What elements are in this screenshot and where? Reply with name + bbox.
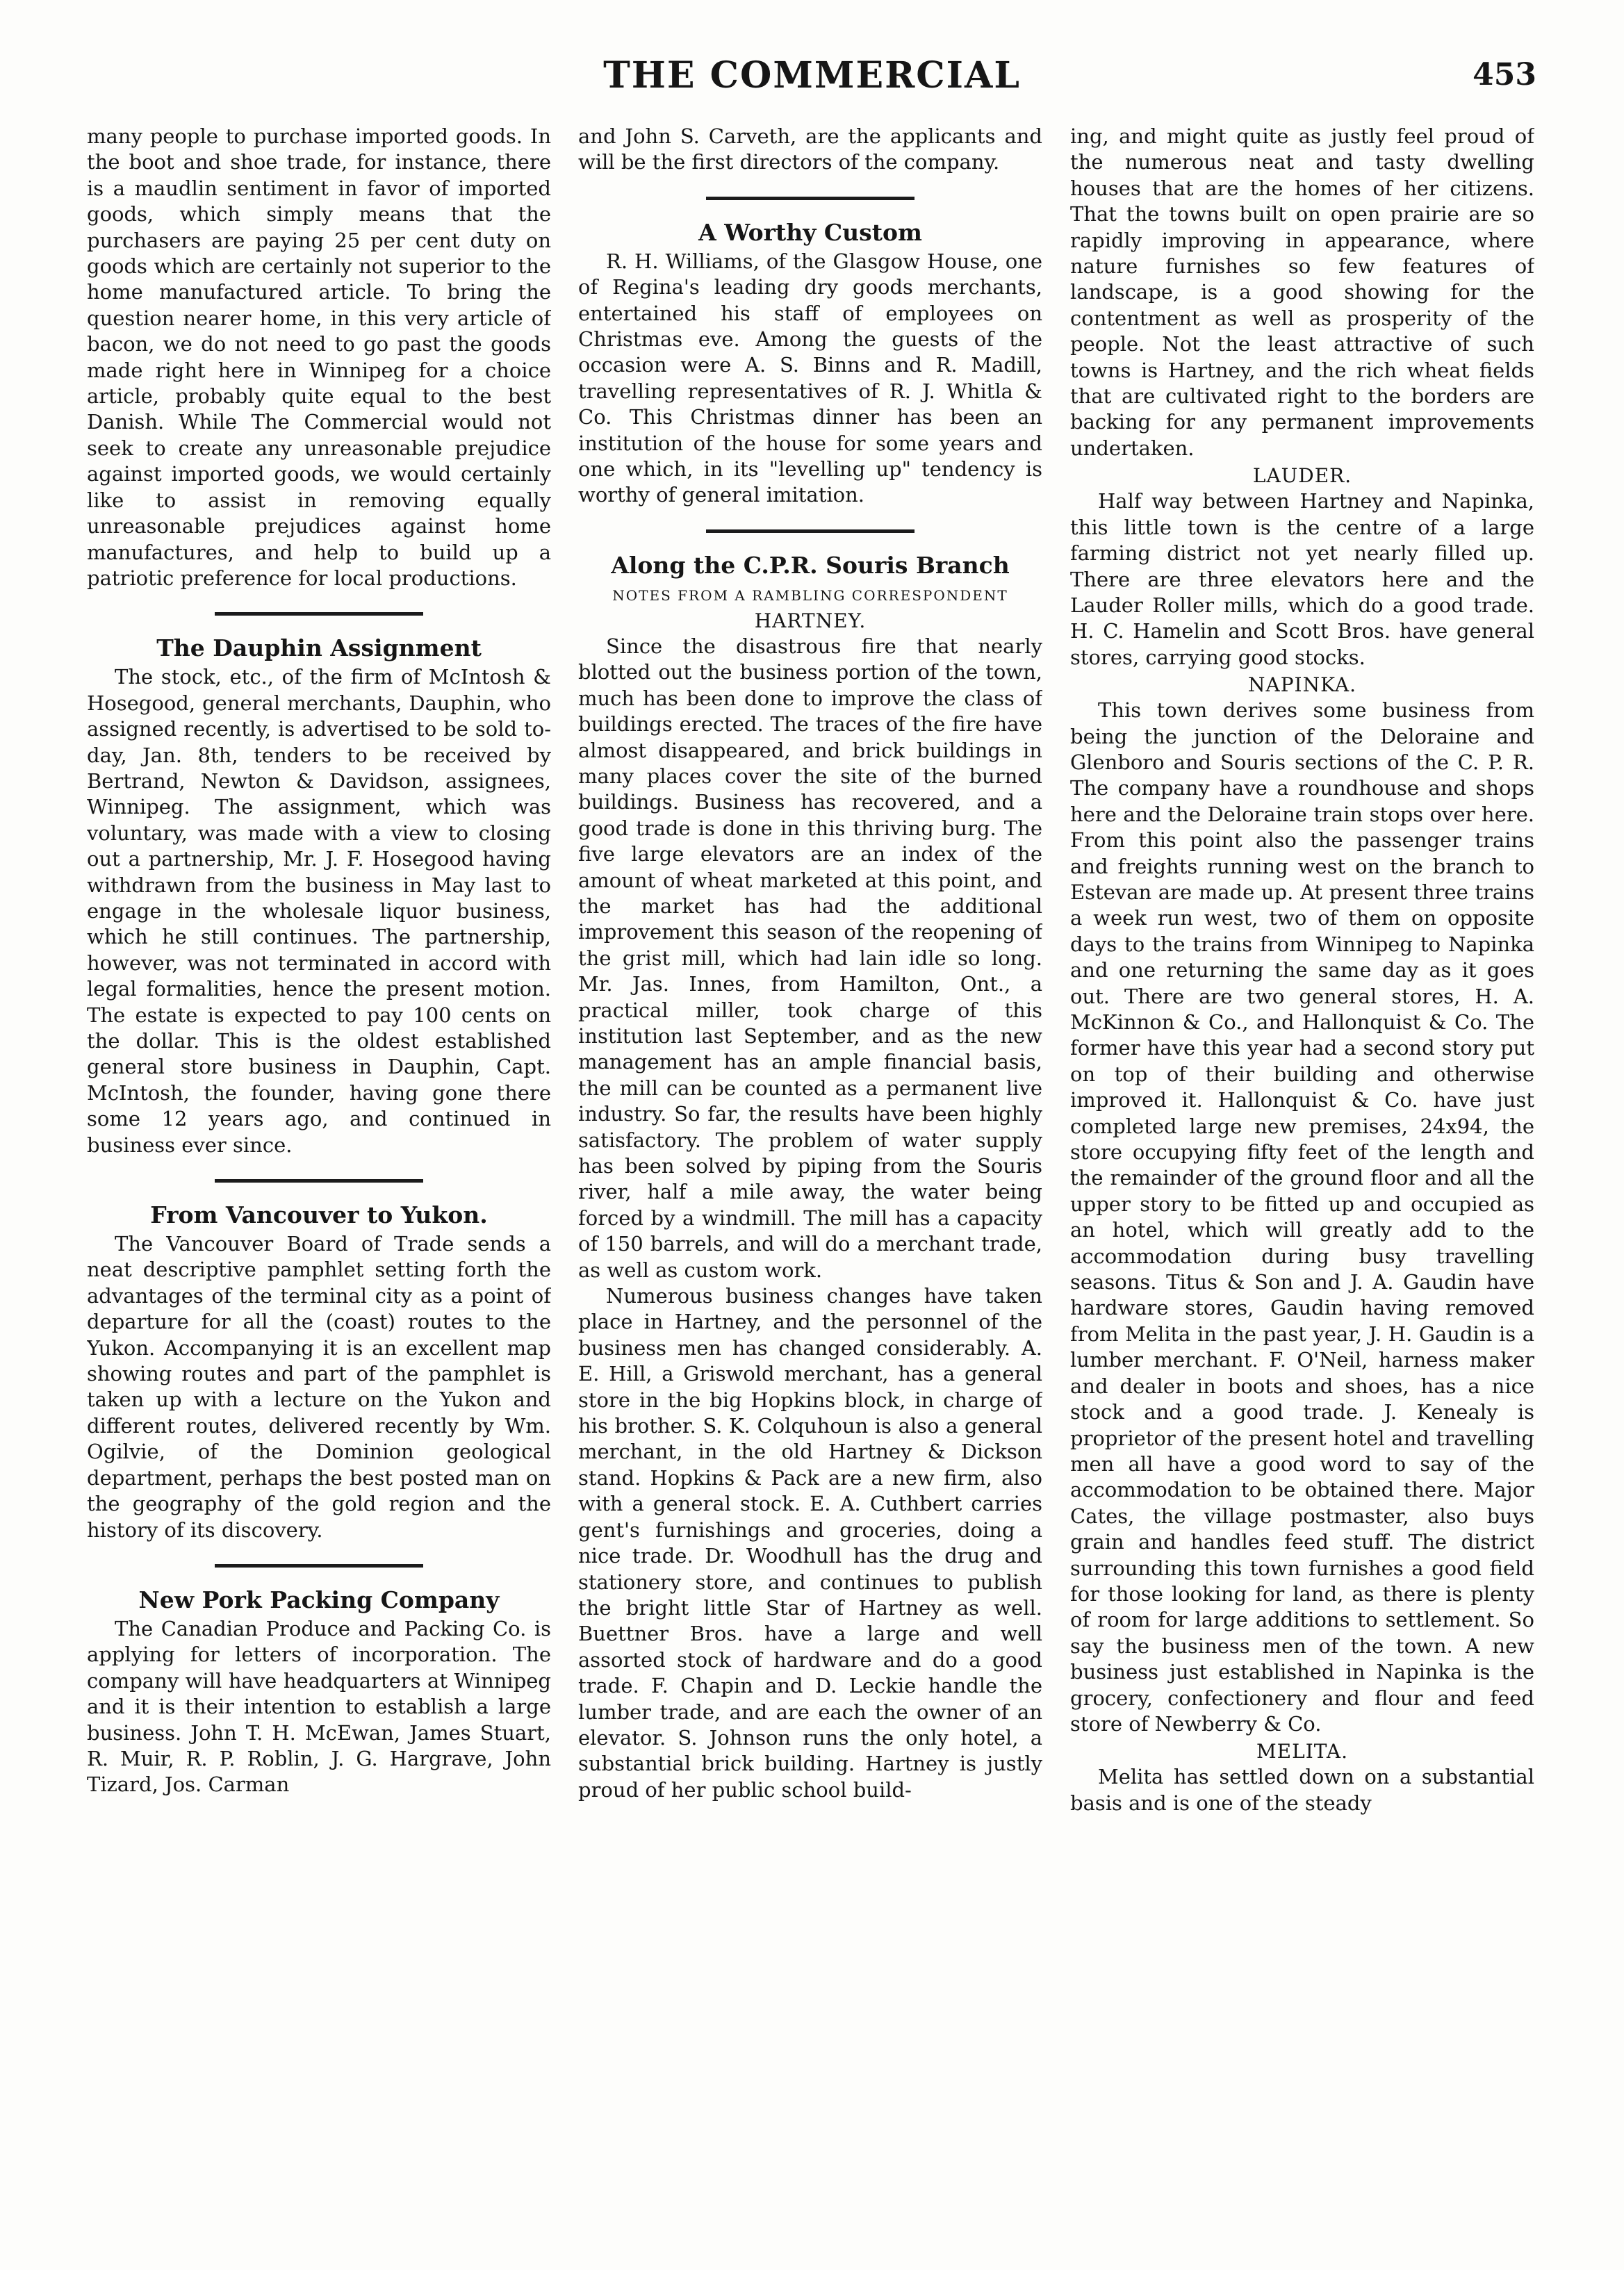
article-paragraph: The stock, etc., of the firm of McIntosh & Hosegood, general merchants, Dauphin, who assigned recently, is advertised to be sold to-day, Jan. 8th, tenders to be received by Bertrand, Newton & Davidson, assignees, Winnipeg. The assignment, which was voluntary, was made with a view to closing out a partnership, Mr. J. F. Hosegood having withdrawn from the business in May last to engage in the wholesale liquor business, which he still continues. The partnership, however, was not terminated in accord with legal formalities, hence the present motion. The estate is expected to pay 100 cents on the dollar. This is the oldest established general store business in Dauphin, Capt. McIntosh, the founder, having gone there some 12 years ago, and continued in business ever since.: [87, 665, 551, 1157]
town-subheading: HARTNEY.: [754, 609, 867, 632]
article-paragraph: This town derives some business from being the junction of the Deloraine and Glenboro and Souris sections of the C. P. R. The company have a roundhouse and shops here and the Deloraine train stops over here. From this point also the passenger trains and freights running west on the branch to Estevan are made up. At present three trains a week run west, two of them on opposite days to the trains from Winnipeg to Napinka and one returning the same day as it goes out. There are two general stores, H. A. McKinnon & Co., and Hallonquist & Co. The former have this year had a second story put on top of their building and otherwise improved it. Hallonquist & Co. have just completed large new premises, 24x94, the store occupying fifty feet of the length and the remainder of the ground floor and all the upper story to be fitted up and occupied as an hotel, which will greatly add to the accommodation during busy travelling seasons. Titus & Son and J. A. Gaudin have hardware stores, Gaudin having removed from Melita in the past year, J. H. Gaudin is a lumber merchant. F. O'Neil, harness maker and dealer in boots and shoes, has a nice stock and a good trade. J. Kenealy is proprietor of the present hotel and travelling men all have a good word to say of the accommodation to be obtained there. Major Cates, the village postmaster, also buys grain and handles feed stuff. The district surrounding this town furnishes a good field for those looking for land, as there is plenty of room for large additions to settlement. So say the business men of the town. A new business just established in Napinka is the grocery, confectionery and flour and feed store of Newberry & Co.: [1070, 698, 1534, 1736]
section-divider: [706, 529, 914, 533]
article-paragraph: Numerous business changes have taken place in Hartney, and the personnel of the business men has changed considerably. A. E. Hill, a Griswold merchant, has a general store in the big Hopkins block, in charge of his brother. S. K. Colquhoun is also a general merchant, in the old Hartney & Dickson stand. Hopkins & Pack are a new firm, also with a general stock. E. A. Cuthbert carries gent's furnishings and groceries, doing a nice trade. Dr. Woodhull has the drug and stationery store, and continues to publish the bright little Star of Hartney as well. Buettner Bros. have a large and well assorted stock of hardware and do a good trade. F. Chapin and D. Leckie handle the lumber trade, and are each the owner of an elevator. S. Johnson runs the only hotel, a substantial brick building. Hartney is justly proud of her public school build-: [578, 1284, 1042, 1802]
article-headline: A Worthy Custom: [698, 218, 922, 246]
article-paragraph: R. H. Williams, of the Glasgow House, one of Regina's leading dry goods merchants, entertained his staff of employees on Christmas eve. Among the guests of the occasion were A. S. Binns and R. Madill, travelling representatives of R. J. Whitla & Co. This Christmas dinner has been an institution of the house for some years and one which, in its "levelling up" tendency is worthy of general imitation.: [578, 249, 1042, 507]
article-paragraph: many people to purchase imported goods. In the boot and shoe trade, for instance, there is a maudlin sentiment in favor of imported goods, which simply means that the purchasers are paying 25 per cent duty on goods which are certainly not superior to the home manufactured article. To bring the question nearer home, in this very article of bacon, we do not need to go past the goods made right here in Winnipeg for a choice article, probably quite equal to the best Danish. While The Commercial would not seek to create any unreasonable prejudice against imported goods, we would certainly like to assist in removing equally unreasonable prejudices against home manufactures, and help to build up a patriotic preference for local productions.: [87, 124, 551, 590]
publication-title: THE COMMERCIAL: [603, 54, 1021, 97]
article-paragraph: Since the disastrous fire that nearly blotted out the business portion of the town, much has been done to improve the class of buildings erected. The traces of the fire have almost disappeared, and brick buildings in many places cover the site of the burned buildings. Business has recovered, and a good trade is done in this thriving burg. The five large elevators are an index of the amount of wheat marketed at this point, and the market has had the additional improvement this season of the reopening of the grist mill, which had lain idle so long. Mr. Jas. Innes, from Hamilton, Ont., a practical miller, took charge of this institution last September, and as the new management has an ample financial basis, the mill can be counted as a permanent live industry. So far, the results have been highly satisfactory. The problem of water supply has been solved by piping from the Souris river, half a mile away, the water being forced by a windmill. The mill has a capacity of 150 barrels, and will do a merchant trade, as well as custom work.: [578, 634, 1042, 1282]
article-paragraph: and John S. Carveth, are the applicants and will be the first directors of the company.: [578, 124, 1042, 174]
article-paragraph: The Canadian Produce and Packing Co. is applying for letters of incorporation. The company will have headquarters at Winnipeg and it is their intention to establish a large business. John T. H. McEwan, James Stuart, R. Muir, R. P. Roblin, J. G. Hargrave, John Tizard, Jos. Carman: [87, 1616, 551, 1797]
article-paragraph: ing, and might quite as justly feel proud of the numerous neat and tasty dwelling houses that are the homes of her citizens. That the towns built on open prairie are so rapidly improving in appearance, where nature furnishes so few features of landscape, is a good showing for the contentment as well as prosperity of the people. Not the least attractive of such towns is Hartney, and the rich wheat fields that are cultivated right to the borders are backing for any permanent improvements undertaken.: [1070, 124, 1534, 460]
column-2: [578, 124, 1042, 2180]
page-header: [0, 54, 1624, 110]
section-divider: [215, 1564, 423, 1568]
article-headline: New Pork Packing Company: [138, 1586, 500, 1613]
column-1: [87, 124, 551, 2180]
article-headline: Along the C.P.R. Souris Branch: [611, 551, 1010, 579]
article-paragraph: Melita has settled down on a substantial basis and is one of the steady: [1070, 1765, 1534, 1815]
town-subheading: NAPINKA.: [1247, 673, 1357, 697]
town-subheading: MELITA.: [1256, 1740, 1349, 1763]
article-paragraph: Half way between Hartney and Napinka, this little town is the centre of a large farming district not yet nearly filled up. There are three elevators here and the Lauder Roller mills, which do a good trade. H. C. Hamelin and Scott Bros. have general stores, carrying good stocks.: [1070, 489, 1534, 669]
column-3: [1070, 124, 1534, 2180]
section-divider: [215, 612, 423, 616]
article-paragraph: The Vancouver Board of Trade sends a neat descriptive pamphlet setting forth the advantages of the terminal city as a point of departure for all the (coast) routes to the Yukon. Accompanying it is an excellent map showing routes and part of the pamphlet is taken up with a lecture on the Yukon and different routes, delivered recently by Wm. Ogilvie, of the Dominion geological department, perhaps the best posted man on the geography of the gold region and the history of its discovery.: [87, 1232, 551, 1542]
page-number: 453: [1473, 57, 1536, 92]
section-divider: [706, 197, 914, 200]
article-headline: The Dauphin Assignment: [156, 634, 482, 662]
byline: NOTES FROM A RAMBLING CORRESPONDENT: [612, 586, 1008, 604]
article-headline: From Vancouver to Yukon.: [150, 1201, 488, 1229]
section-divider: [215, 1179, 423, 1183]
town-subheading: LAUDER.: [1252, 464, 1352, 488]
